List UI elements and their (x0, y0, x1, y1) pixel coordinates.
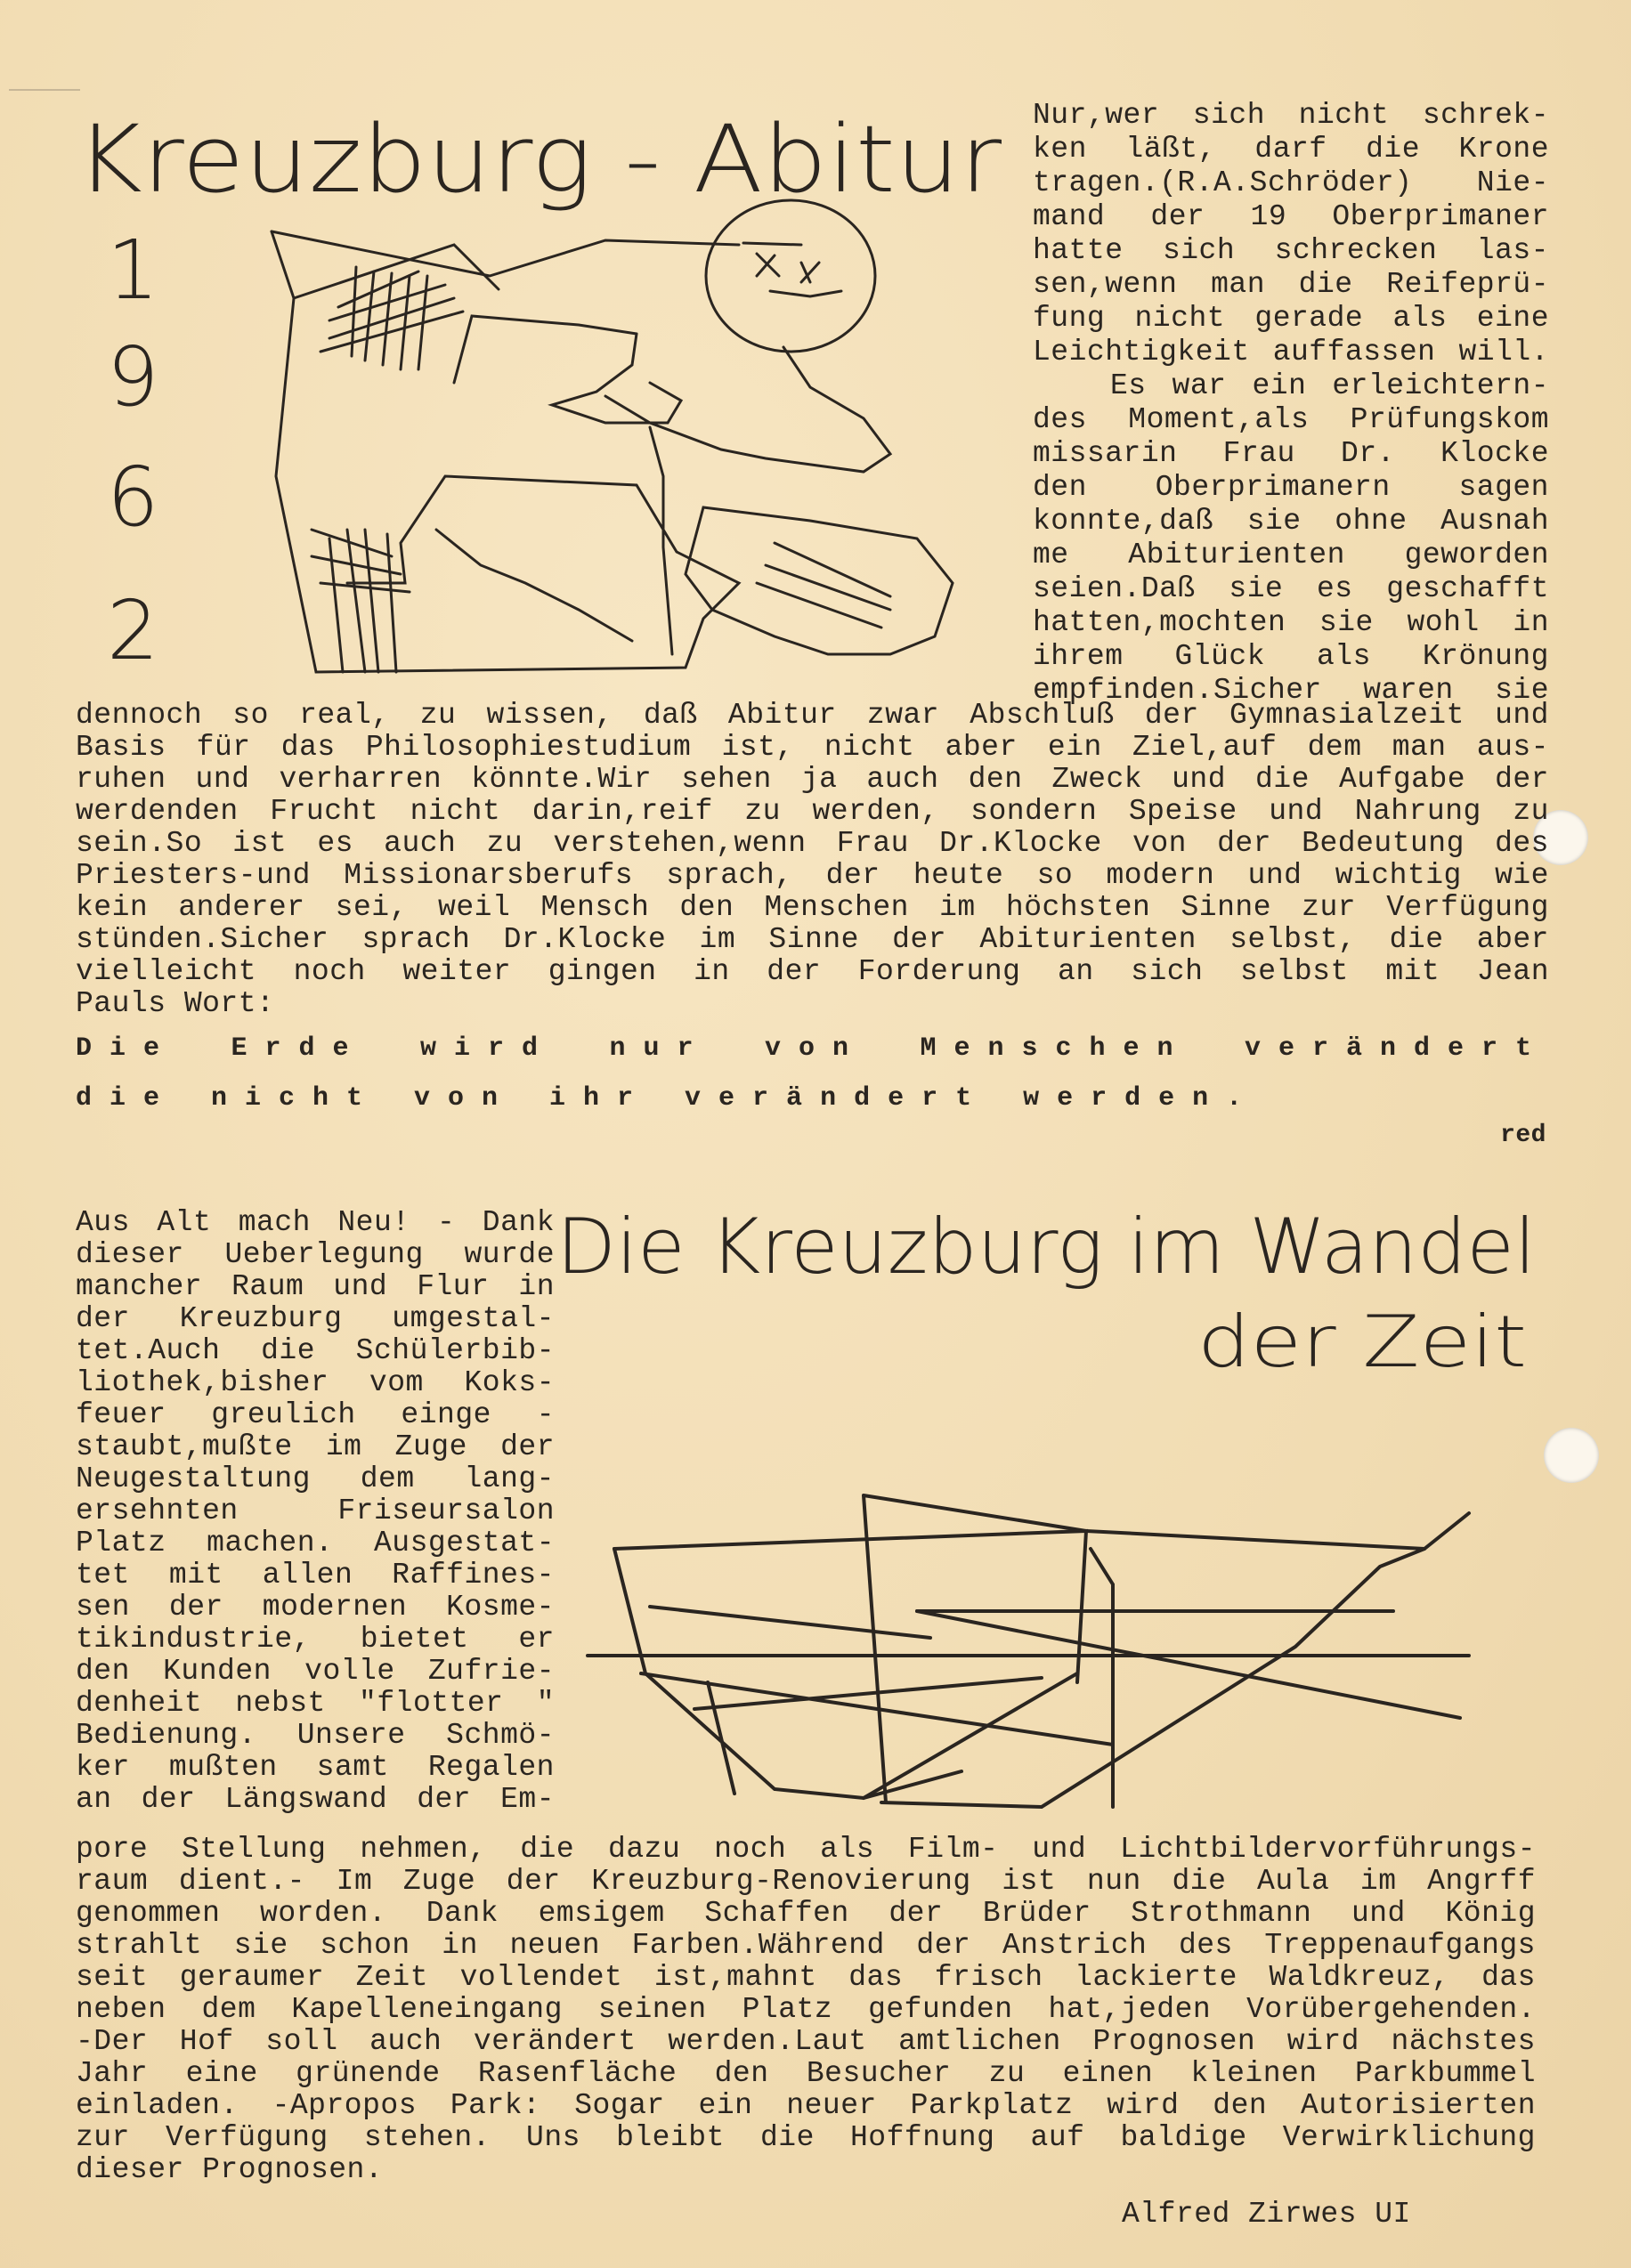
article1-line: Basis für das Philosophiestudium ist, nicht aber ein Ziel,auf dem man aus- (76, 731, 1549, 764)
illustration-abstract-figure (187, 191, 970, 690)
article2-col-line: mancher Raum und Flur in (76, 1270, 555, 1303)
article2-title-line2: der Zeit (1197, 1300, 1527, 1383)
article2-col-line: tet.Auch die Schülerbib- (76, 1334, 555, 1367)
article1-col-line: sen,wenn man die Reifeprü- (1033, 268, 1549, 301)
article1-line: stünden.Sicher sprach Dr.Klocke im Sinne der Abiturienten selbst, die aber (76, 923, 1549, 956)
article1-col-line: hatte sich schrecken las- (1033, 234, 1549, 267)
article2-col-line: Aus Alt mach Neu! - Dank (76, 1206, 555, 1239)
article1-col-line: ken läßt, darf die Krone (1033, 133, 1549, 166)
article2-col-line: liothek,bisher vom Koks- (76, 1366, 555, 1399)
illustration-line-drawing (579, 1478, 1487, 1816)
article2-col-line: Bedienung. Unsere Schmö- (76, 1719, 555, 1752)
article1-line: werdenden Frucht nicht darin,reif zu werden, sondern Speise und Nahrung zu (76, 795, 1549, 828)
article2-line: seit geraumer Zeit vollendet ist,mahnt das frisch lackierte Waldkreuz, das (76, 1961, 1536, 1994)
article2-col-line: dieser Ueberlegung wurde (76, 1238, 555, 1271)
year-digit-9: 9 (107, 329, 159, 425)
article2-title (556, 1193, 1545, 1389)
article1-col-line: konnte,daß sie ohne Ausnah (1033, 505, 1549, 538)
year-digit-1: 1 (107, 227, 159, 318)
punch-hole-lower (1544, 1428, 1599, 1483)
article2-line: zur Verfügung stehen. Uns bleibt die Hoffnung auf baldige Verwirklichung (76, 2121, 1536, 2154)
article2-title-line1: Die Kreuzburg im Wandel (556, 1203, 1536, 1292)
article1-line: kein anderer sei, weil Mensch den Menschen im höchsten Sinne zur Verfügung (76, 891, 1549, 924)
article2-col-line: ersehnten Friseursalon (76, 1494, 555, 1527)
article2-line: pore Stellung nehmen, die dazu noch als Film- und Lichtbildervorführungs- (76, 1833, 1536, 1866)
article1-col-line: me Abiturienten geworden (1033, 539, 1549, 571)
article1-title-text: Kreuzburg - Abitur (76, 105, 1002, 214)
quote-line-2: die nicht von ihr verändert werden. (76, 1083, 1261, 1114)
article1-col-line: ihrem Glück als Krönung (1033, 640, 1549, 673)
article2-col-line: Neugestaltung dem lang- (76, 1462, 555, 1495)
article1-col-line: Es war ein erleichtern- (1033, 369, 1549, 402)
article1-line: vielleicht noch weiter gingen in der Forderung an sich selbst mit Jean (76, 955, 1549, 988)
article2-line: raum dient.- Im Zuge der Kreuzburg-Renovierung ist nun die Aula im Angrff (76, 1865, 1536, 1898)
article1-col-line: Nur,wer sich nicht schrek- (1033, 99, 1549, 132)
article2-line: strahlt sie schon in neuen Farben.Während der Anstrich des Treppenaufgangs (76, 1929, 1536, 1962)
article2-col-line: der Kreuzburg umgestal- (76, 1302, 555, 1335)
article1-col-line: Leichtigkeit auffassen will. (1033, 336, 1549, 369)
article1-year (98, 227, 178, 672)
article2-line: Jahr eine grünende Rasenfläche den Besucher zu einen kleinen Parkbummel (76, 2057, 1536, 2090)
article2-col-line: ker mußten samt Regalen (76, 1751, 555, 1784)
article1-line: dennoch so real, zu wissen, daß Abitur zwar Abschluß der Gymnasialzeit und (76, 699, 1549, 732)
article2-col-line: staubt,mußte im Zuge der (76, 1430, 555, 1463)
article1-signature: red (1500, 1122, 1546, 1149)
article2-line: dieser Prognosen. (76, 2153, 384, 2186)
article2-col-line: Platz machen. Ausgestat- (76, 1527, 555, 1559)
article2-col-line: an der Längswand der Em- (76, 1783, 555, 1816)
article2-col-line: feuer greulich einge - (76, 1398, 555, 1431)
article2-line: einladen. -Apropos Park: Sogar ein neuer Parkplatz wird den Autorisierten (76, 2089, 1536, 2122)
article1-col-line: hatten,mochten sie wohl in (1033, 606, 1549, 639)
article2-line: -Der Hof soll auch verändert werden.Laut amtlichen Prognosen wird nächstes (76, 2025, 1536, 2058)
article1-col-line: empfinden.Sicher waren sie (1033, 674, 1549, 707)
article2-col-line: denheit nebst "flotter " (76, 1687, 555, 1720)
margin-mark (9, 89, 80, 91)
article1-col-line: fung nicht gerade als eine (1033, 302, 1549, 335)
article2-col-line: sen der modernen Kosme- (76, 1591, 555, 1624)
article2-line: genommen worden. Dank emsigem Schaffen der Brüder Strothmann und König (76, 1897, 1536, 1930)
article1-col-line: den Oberprimanern sagen (1033, 471, 1549, 504)
article2-line: neben dem Kapelleneingang seinen Platz gefunden hat,jeden Vorübergehenden. (76, 1993, 1536, 2026)
article1-line: sein.So ist es auch zu verstehen,wenn Frau Dr.Klocke von der Bedeutung des (76, 827, 1549, 860)
article1-col-line: mand der 19 Oberprimaner (1033, 200, 1549, 233)
article1-col-line: missarin Frau Dr. Klocke (1033, 437, 1549, 470)
year-digit-6: 6 (107, 450, 159, 545)
article2-col-line: den Kunden volle Zufrie- (76, 1655, 555, 1688)
year-digit-2: 2 (107, 583, 159, 672)
article1-col-line: des Moment,als Prüfungskom (1033, 403, 1549, 436)
article1-line: ruhen und verharren könnte.Wir sehen ja auch den Zweck und die Aufgabe der (76, 763, 1549, 796)
article1-col-line: seien.Daß sie es geschafft (1033, 572, 1549, 605)
article2-author: Alfred Zirwes UI (1122, 2198, 1411, 2231)
article1-line: Priesters-und Missionarsberufs sprach, der heute so modern und wichtig wie (76, 859, 1549, 892)
quote-line-1: Die Erde wird nur von Menschen verändert (76, 1033, 1549, 1064)
article2-col-line: tikindustrie, bietet er (76, 1623, 555, 1656)
article1-col-line: tragen.(R.A.Schröder) Nie- (1033, 166, 1549, 199)
article2-col-line: tet mit allen Raffines- (76, 1559, 555, 1592)
article1-line: Pauls Wort: (76, 987, 275, 1020)
